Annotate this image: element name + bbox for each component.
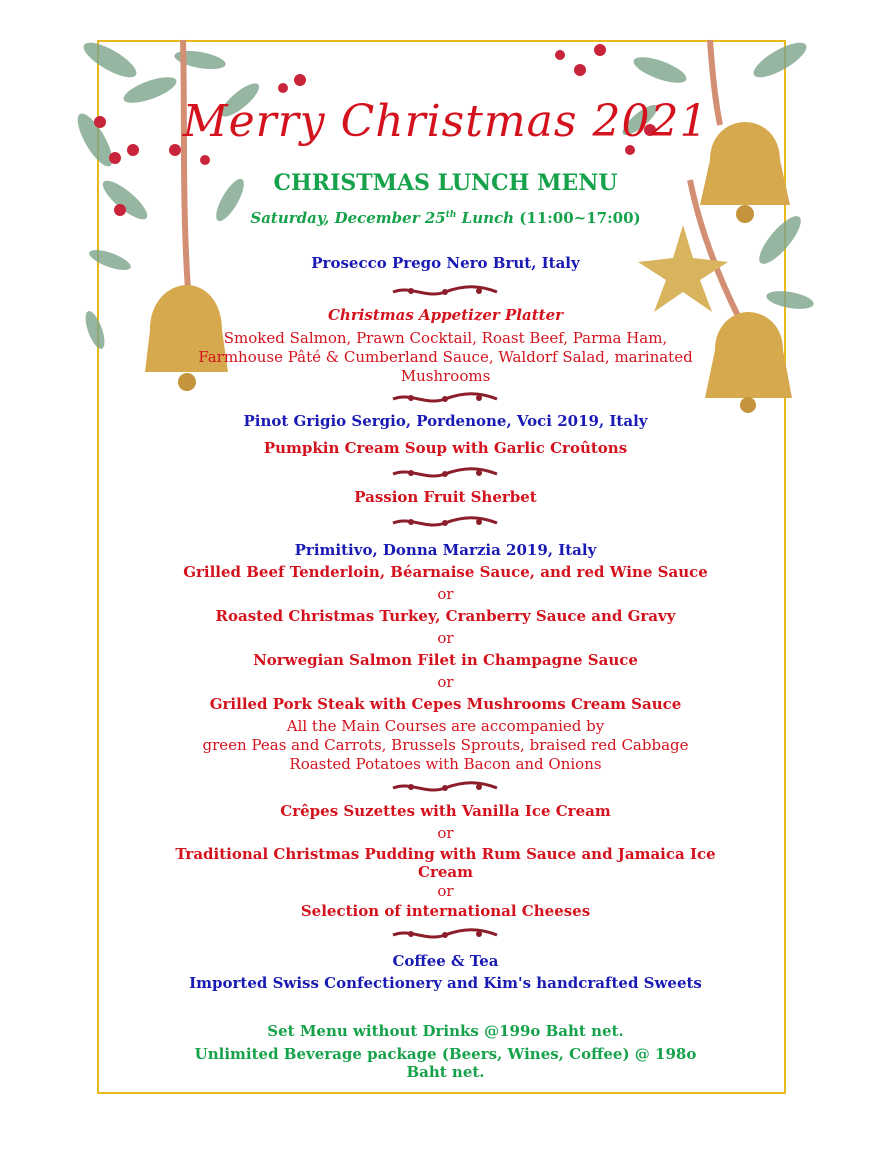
- script-title: Merry Christmas 2021: [182, 96, 709, 147]
- sweets: Imported Swiss Confectionery and Kim's handcrafted Sweets: [189, 974, 702, 992]
- appetizer-desc-1: Smoked Salmon, Prawn Cocktail, Roast Beef, Parma Ham,: [223, 329, 668, 347]
- wine-pinot-grigio: Pinot Grigio Sergio, Pordenone, Voci 2019, Italy: [243, 412, 648, 430]
- dish-sherbet: Passion Fruit Sherbet: [354, 488, 537, 506]
- main-note-2: green Peas and Carrots, Brussels Sprouts, braised red Cabbage: [202, 736, 689, 754]
- main-option-beef: Grilled Beef Tenderloin, Béarnaise Sauce, and red Wine Sauce: [183, 563, 708, 581]
- date-line: Saturday, December 25th Lunch (11:00~17:00): [250, 209, 641, 227]
- main-option-salmon: Norwegian Salmon Filet in Champagne Sauce: [253, 651, 638, 669]
- holly-divider-icon: [391, 392, 499, 406]
- wine-prosecco: Prosecco Prego Nero Brut, Italy: [311, 254, 580, 272]
- dessert-pudding-1: Traditional Christmas Pudding with Rum Sauce and Jamaica Ice: [175, 845, 716, 863]
- price-beverage-2: Baht net.: [406, 1063, 485, 1081]
- coffee-tea: Coffee & Tea: [392, 952, 499, 970]
- holly-divider-icon: [391, 781, 499, 795]
- main-option-pork: Grilled Pork Steak with Cepes Mushrooms Cream Sauce: [209, 695, 682, 713]
- price-set-menu: Set Menu without Drinks @199o Baht net.: [267, 1022, 624, 1040]
- main-note-1: All the Main Courses are accompanied by: [286, 717, 605, 735]
- appetizer-desc-2: Farmhouse Pâté & Cumberland Sauce, Waldorf Salad, marinated: [198, 348, 693, 366]
- dessert-cheeses: Selection of international Cheeses: [300, 902, 591, 920]
- holly-divider-icon: [391, 467, 499, 481]
- or-separator: or: [437, 585, 454, 603]
- holly-divider-icon: [391, 928, 499, 942]
- wine-primitivo: Primitivo, Donna Marzia 2019, Italy: [294, 541, 597, 559]
- main-note-3: Roasted Potatoes with Bacon and Onions: [289, 755, 602, 773]
- dessert-crepes: Crêpes Suzettes with Vanilla Ice Cream: [280, 802, 611, 820]
- menu-title: CHRISTMAS LUNCH MENU: [273, 170, 618, 196]
- or-separator: or: [437, 882, 454, 900]
- price-beverage-1: Unlimited Beverage package (Beers, Wines, Coffee) @ 198o: [194, 1045, 697, 1063]
- dish-soup: Pumpkin Cream Soup with Garlic Croûtons: [263, 439, 628, 457]
- or-separator: or: [437, 824, 454, 842]
- holly-divider-icon: [391, 285, 499, 299]
- or-separator: or: [437, 629, 454, 647]
- holly-divider-icon: [391, 516, 499, 530]
- dessert-pudding-2: Cream: [418, 863, 473, 881]
- appetizer-desc-3: Mushrooms: [400, 367, 491, 385]
- main-option-turkey: Roasted Christmas Turkey, Cranberry Sauce and Gravy: [215, 607, 676, 625]
- dish-appetizer: Christmas Appetizer Platter: [327, 306, 564, 324]
- or-separator: or: [437, 673, 454, 691]
